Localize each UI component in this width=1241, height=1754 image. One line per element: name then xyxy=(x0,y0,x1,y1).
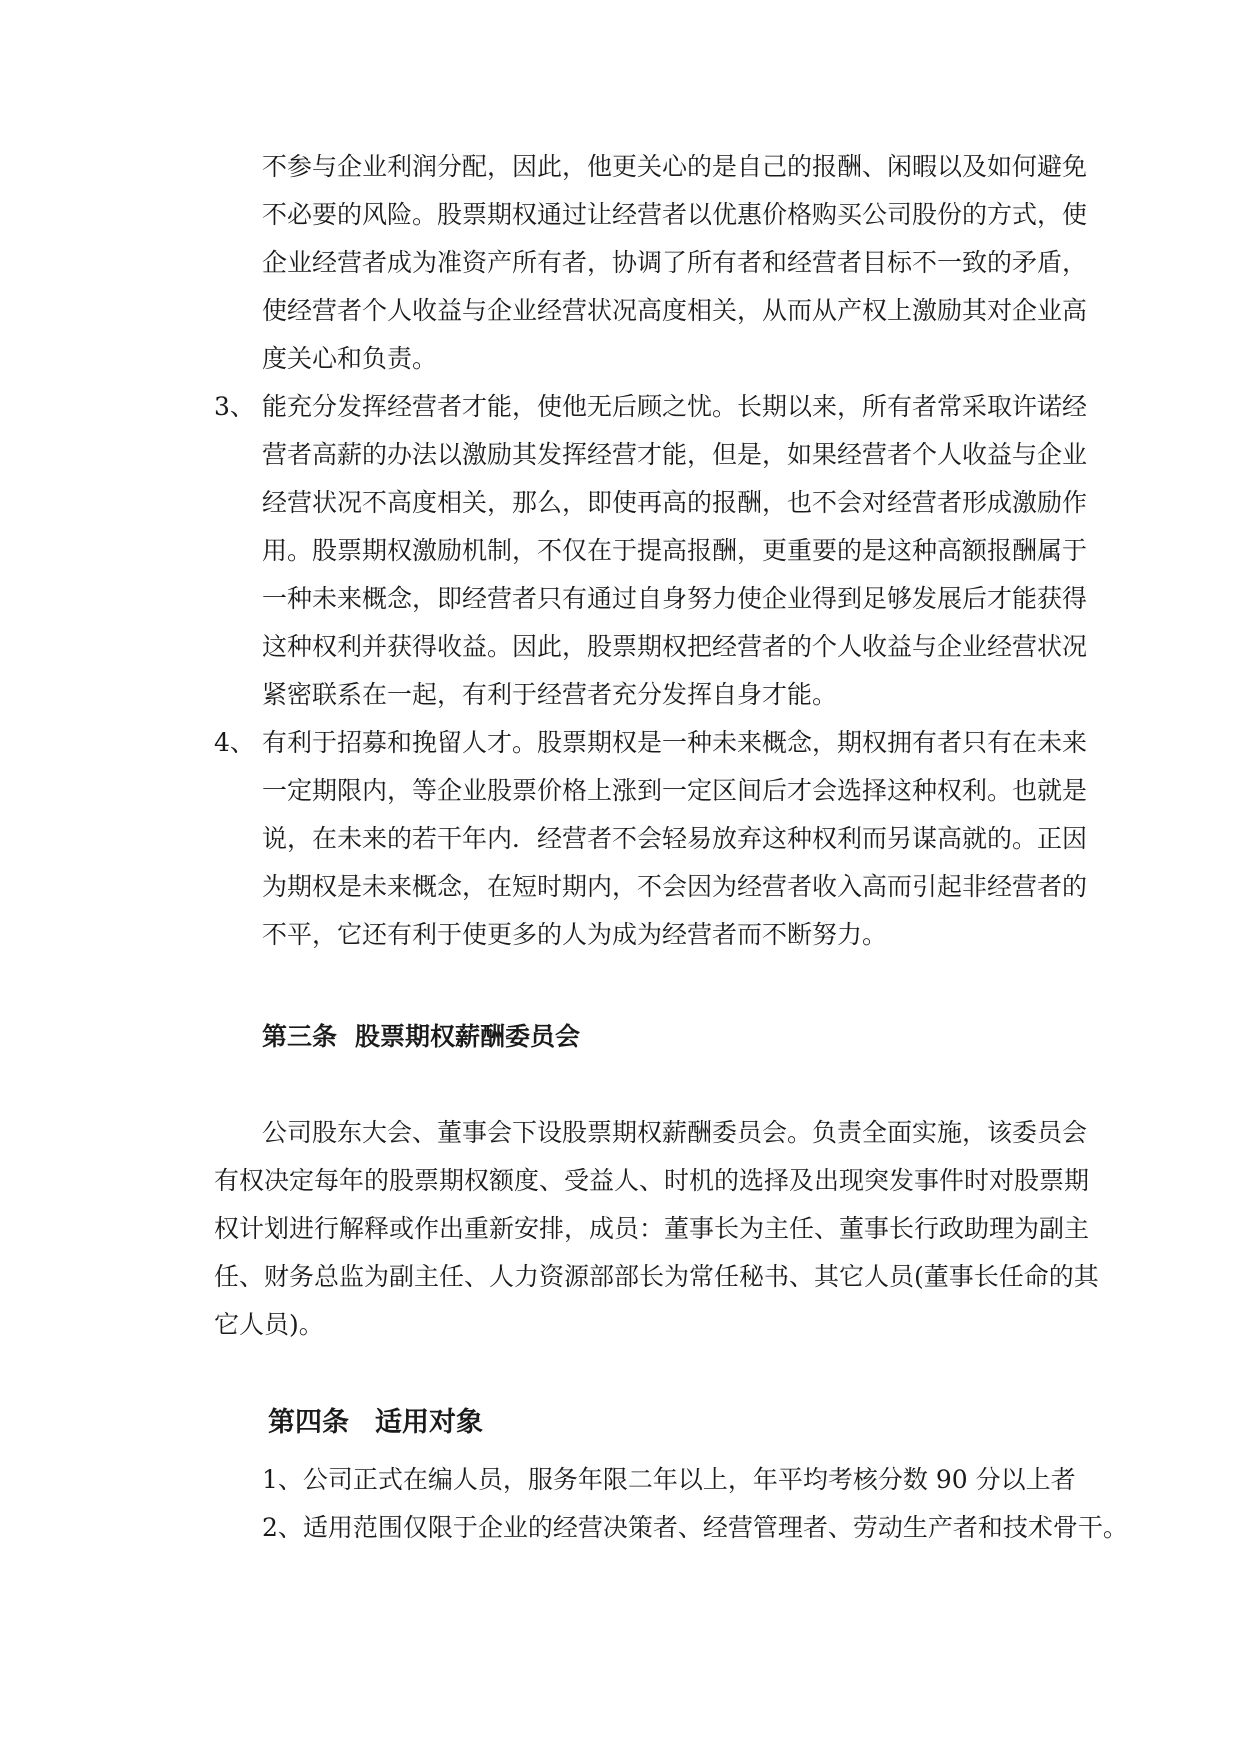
item-4-line-2: 一定期限内，等企业股票价格上涨到一定区间后才会选择这种权利。也就是 xyxy=(262,776,1088,805)
article-3-line-5: 它人员)。 xyxy=(214,1310,324,1339)
intro-line-1: 不参与企业利润分配，因此，他更关心的是自己的报酬、闲暇以及如何避免 xyxy=(262,152,1088,181)
item-3-line-5: 一种未来概念，即经营者只有通过自身努力使企业得到足够发展后才能获得 xyxy=(262,584,1088,613)
item-3-line-2: 营者高薪的办法以激励其发挥经营才能，但是，如果经营者个人收益与企业 xyxy=(262,440,1088,469)
article-3-heading xyxy=(262,1022,580,1052)
item-4-line-4: 为期权是未来概念，在短时期内，不会因为经营者收入高而引起非经营者的 xyxy=(262,872,1088,901)
article-3-label: 第三条 xyxy=(262,1022,338,1051)
item-3-number: 3、 xyxy=(214,392,255,421)
article-3-line-1: 公司股东大会、董事会下设股票期权薪酬委员会。负责全面实施，该委员会 xyxy=(262,1118,1088,1147)
item-4-number: 4、 xyxy=(214,728,255,757)
article-3-line-3: 权计划进行解释或作出重新安排，成员：董事长为主任、董事长行政助理为副主 xyxy=(214,1214,1090,1243)
intro-line-2: 不必要的风险。股票期权通过让经营者以优惠价格购买公司股份的方式，使 xyxy=(262,200,1088,229)
article-4-item-2: 2、适用范围仅限于企业的经营决策者、经营管理者、劳动生产者和技术骨干。 xyxy=(262,1513,1128,1542)
article-3-line-4: 任、财务总监为副主任、人力资源部部长为常任秘书、其它人员(董事长任命的其 xyxy=(214,1262,1099,1291)
article-3-line-2: 有权决定每年的股票期权额度、受益人、时机的选择及出现突发事件时对股票期 xyxy=(214,1166,1090,1195)
item-3-line-7: 紧密联系在一起，有利于经营者充分发挥自身才能。 xyxy=(262,680,838,709)
item-3-line-3: 经营状况不高度相关，那么，即使再高的报酬，也不会对经营者形成激励作 xyxy=(262,488,1088,517)
intro-line-5: 度关心和负责。 xyxy=(262,344,438,373)
article-3-title: 股票期权薪酬委员会 xyxy=(355,1022,581,1051)
item-3-line-4: 用。股票期权激励机制，不仅在于提高报酬，更重要的是这种高额报酬属于 xyxy=(262,536,1088,565)
item-3-line-1: 能充分发挥经营者才能，使他无后顾之忧。长期以来，所有者常采取许诺经 xyxy=(262,392,1088,421)
item-3-line-6: 这种权利并获得收益。因此，股票期权把经营者的个人收益与企业经营状况 xyxy=(262,632,1088,661)
item-4-line-1: 有利于招募和挽留人才。股票期权是一种未来概念，期权拥有者只有在未来 xyxy=(262,728,1088,757)
article-4-item-1: 1、公司正式在编人员，服务年限二年以上，年平均考核分数 90 分以上者 xyxy=(262,1465,1076,1494)
article-4-label: 第四条 xyxy=(268,1407,349,1438)
item-4-line-3: 说，在未来的若干年内．经营者不会轻易放弃这种权利而另谋高就的。正因 xyxy=(262,824,1088,853)
item-4-line-5: 不平，它还有利于使更多的人为成为经营者而不断努力。 xyxy=(262,920,888,949)
intro-line-3: 企业经营者成为准资产所有者，协调了所有者和经营者目标不一致的矛盾， xyxy=(262,248,1088,277)
article-4-title: 适用对象 xyxy=(375,1407,483,1438)
article-4-heading xyxy=(268,1408,483,1438)
intro-line-4: 使经营者个人收益与企业经营状况高度相关，从而从产权上激励其对企业高 xyxy=(262,296,1088,325)
